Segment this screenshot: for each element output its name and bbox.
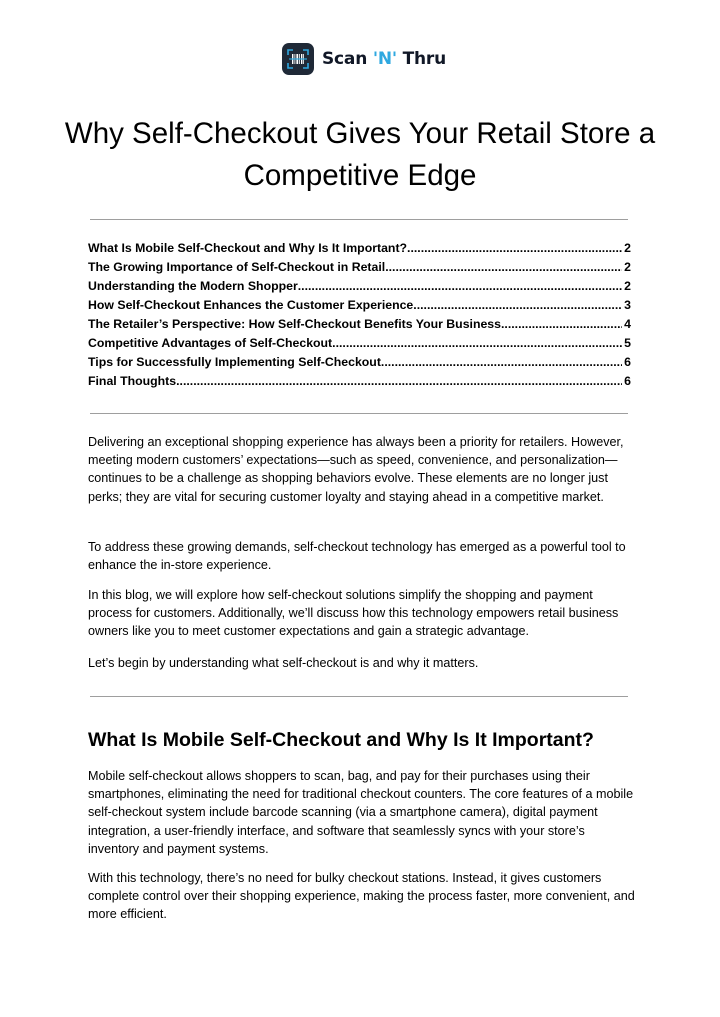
intro-paragraph: Delivering an exceptional shopping experience has always been a priority for retailers. However, meeting modern customers’ expectations—such as speed, convenience, and personalization—continues to be a challenge as shopping behaviors evolve. These elements are no longer just perks; they are vital for securing customer loyalty and staying ahead in a competitive market. [88,435,624,504]
intro-paragraph: Let’s begin by understanding what self-checkout is and why it matters. [88,656,479,670]
barcode-scan-icon [282,43,314,75]
intro-paragraph: To address these growing demands, self-checkout technology has emerged as a powerful tool to enhance the in-store experience. [88,540,626,573]
section-paragraph: With this technology, there’s no need for bulky checkout stations. Instead, it gives customers complete control over their shopping experience, making the process faster, more convenient, and more efficient. [88,871,635,922]
toc-item[interactable]: What Is Mobile Self-Checkout and Why Is It Important? ..... 2 [88,241,631,260]
toc-item[interactable]: How Self-Checkout Enhances the Customer Experience ..... 3 [88,298,631,317]
page-title: Why Self-Checkout Gives Your Retail Store a Competitive Edge [64,117,656,192]
brand-logo [282,43,446,75]
divider [90,413,628,414]
divider [90,219,628,220]
divider [90,696,628,697]
section-heading: What Is Mobile Self-Checkout and Why Is It Important? [88,729,594,751]
brand-name: Scan 'N' Thru [322,49,446,69]
toc-item[interactable]: Competitive Advantages of Self-Checkout ..... 5 [88,336,631,355]
toc-item[interactable]: Final Thoughts ..... 6 [88,374,631,393]
table-of-contents [88,241,631,393]
toc-item[interactable]: Understanding the Modern Shopper ..... 2 [88,279,631,298]
toc-item[interactable]: Tips for Successfully Implementing Self-Checkout ..... 6 [88,355,631,374]
toc-item[interactable]: The Retailer’s Perspective: How Self-Checkout Benefits Your Business ..... 4 [88,317,631,336]
toc-item[interactable]: The Growing Importance of Self-Checkout in Retail ..... 2 [88,260,631,279]
section-paragraph: Mobile self-checkout allows shoppers to scan, bag, and pay for their purchases using their smartphones, eliminating the need for traditional checkout counters. The core features of a mobile self-checkout system include barcode scanning (via a smartphone camera), digital payment integration, a user-friendly interface, and software that seamlessly syncs with your store’s inventory and payment systems. [88,769,634,856]
intro-paragraph: In this blog, we will explore how self-checkout solutions simplify the shopping and payment process for customers. Additionally, we’ll discuss how this technology empowers retail business owners like you to meet customer expectations and gain a strategic advantage. [88,588,619,639]
